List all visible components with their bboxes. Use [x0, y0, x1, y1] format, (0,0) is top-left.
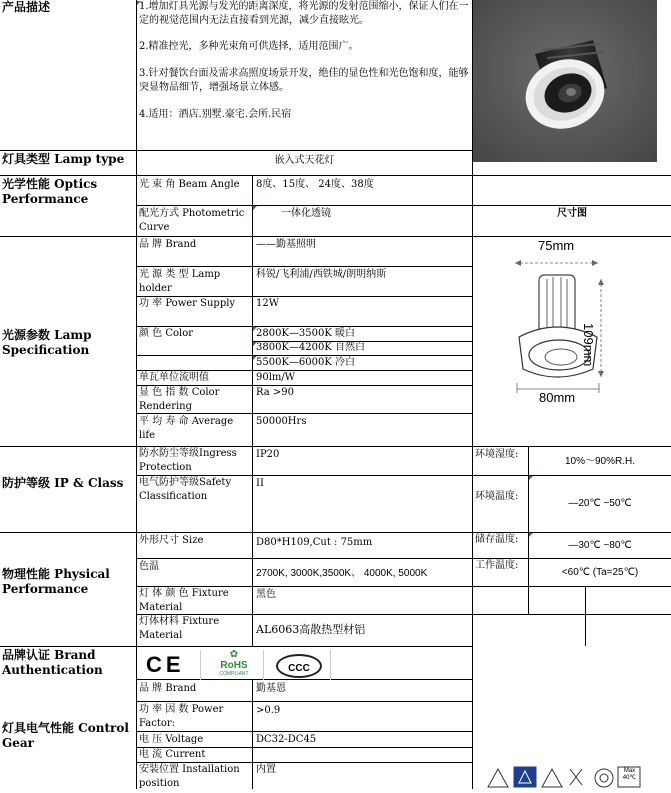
env-humidity-label: 环境湿度:	[475, 449, 519, 460]
safety-icons	[484, 763, 644, 789]
beam-angle-label: 光 束 角 Beam Angle	[139, 179, 240, 190]
dimension-drawing	[473, 237, 671, 445]
light-source-label: 光源参数 Lamp Specification	[2, 328, 92, 357]
ccc-mark: CCC	[288, 663, 310, 674]
protection-label: 防护等级 IP & Class	[2, 476, 124, 490]
storage-temp-label: 储存温度:	[475, 534, 519, 545]
storage-temp-value: —30℃ ~80℃	[568, 540, 632, 551]
efficacy-value: 90lm/W	[256, 372, 296, 383]
ccc-oval	[276, 654, 322, 678]
ce-logo	[140, 650, 201, 680]
max-temp-text: Max 40℃	[622, 768, 637, 781]
brand-label: 品 牌 Brand	[139, 239, 197, 250]
work-temp-label: 工作温度:	[475, 560, 519, 571]
photometric-value: 一体化透镜	[281, 208, 331, 219]
gear-brand-value: 勤基恩	[256, 683, 286, 694]
pf-label: 功 率 因 数 Power Factor:	[139, 704, 224, 729]
fixture-material-label: 灯体材料 Fixture Material	[139, 616, 220, 641]
dimension-width: 75mm	[538, 238, 575, 253]
cct-value: 2700K, 3000K,3500K、 4000K, 5000K	[256, 568, 428, 579]
power-value: 12W	[256, 298, 280, 309]
env-humidity-value: 10%～90%R.H.	[564, 456, 636, 467]
ccc-logo	[268, 650, 331, 680]
gear-brand-label: 品 牌 Brand	[139, 683, 197, 694]
safety-label: 电气防护等级Safety Classification	[139, 477, 232, 502]
overview-label: 产品描述	[2, 0, 51, 14]
rohs-mark: RoHS	[220, 660, 248, 671]
life-label: 平 均 寿 命 Average life	[139, 416, 234, 441]
rohs-sub: COMPLIANT	[219, 671, 249, 677]
holder-value: 科锐/飞利浦/西铁城/朗明纳斯	[256, 269, 387, 280]
position-value: 内置	[256, 764, 276, 775]
cri-value: Ra >90	[256, 387, 295, 398]
beam-angle-value: 8度、15度、 24度、38度	[256, 179, 374, 190]
voltage-value: DC32-DC45	[256, 734, 317, 745]
color-value-2: 3800K—4200K 自然白	[256, 342, 366, 353]
rohs-logo	[205, 650, 264, 680]
physical-label: 物理性能 Physical Performance	[2, 567, 110, 596]
overview-point-1: 1.增加灯具光源与发光的距离深度，将光源的发射范围缩小，保证人们在一定的视觉范围内无法直接看到光源，减少直接眩光。	[139, 1, 469, 26]
efficacy-label: 单瓦单位流明值	[139, 372, 209, 383]
dimension-title: 尺寸图	[557, 208, 587, 219]
overview-point-4: 4.适用：酒店.别墅.豪宅.会所.民宿	[139, 109, 292, 120]
work-temp-value: <60℃ (Ta=25℃)	[561, 567, 639, 578]
color-value-3: 5500K—6000K 冷白	[256, 357, 356, 368]
fixture-color-value: 黑色	[256, 589, 276, 600]
fixture-color-label: 灯 体 颜 色 Fixture Material	[139, 588, 229, 613]
lamp-type-value: 嵌入式天花灯	[274, 155, 335, 166]
brand-auth-label: 品牌认证 Brand Authentication	[2, 648, 103, 677]
fixture-material-value: AL6063高散热型材铝	[256, 623, 366, 636]
dimension-base: 80mm	[539, 390, 576, 405]
brand-value: ——勤基照明	[256, 239, 316, 250]
ce-mark: CE	[146, 652, 185, 677]
dimension-height: 109mm	[581, 323, 596, 367]
safety-value: II	[256, 478, 264, 489]
life-value: 50000Hrs	[256, 416, 307, 427]
cct-label: 色温	[139, 561, 159, 572]
env-temp-label: 环境温度:	[475, 491, 519, 502]
lamp-type-label: 灯具类型 Lamp type	[2, 152, 125, 166]
rohs-leaf-icon: ✿	[229, 649, 239, 660]
pf-value: >0.9	[256, 705, 281, 716]
voltage-label: 电 压 Voltage	[139, 734, 204, 745]
env-temp-value: —20℃ ~50℃	[568, 498, 632, 509]
control-gear-label: 灯具电气性能 Control Gear	[2, 721, 129, 750]
product-photo	[473, 0, 657, 162]
power-label: 功 率 Power Supply	[139, 298, 236, 309]
current-label: 电 流 Current	[139, 749, 206, 760]
color-label: 颜 色 Color	[139, 328, 194, 339]
holder-label: 光 源 类 型 Lamp holder	[139, 269, 221, 294]
color-value-1: 2800K—3500K 暖白	[256, 328, 356, 339]
optics-label: 光学性能 Optics Performance	[2, 177, 98, 206]
cri-label: 显 色 指 数 Color Rendering	[139, 387, 220, 412]
size-label: 外形尺寸 Size	[139, 535, 204, 546]
ingress-label: 防水防尘等级Ingress Protection	[139, 448, 237, 473]
size-value: D80*H109,Cut : 75mm	[256, 537, 373, 548]
position-label: 安装位置 Installation position	[139, 764, 240, 789]
ingress-value: IP20	[256, 449, 280, 460]
overview-point-3: 3.针对餐饮台面及需求高照度场景开发，绝佳的显色性和光色饱和度，能够突显物品细节，增强场景立体感。	[139, 68, 469, 93]
overview-point-2: 2.精准控光，多种光束角可供选择，适用范围广。	[139, 41, 359, 52]
photometric-label: 配光方式 Photometric Curve	[139, 208, 245, 233]
